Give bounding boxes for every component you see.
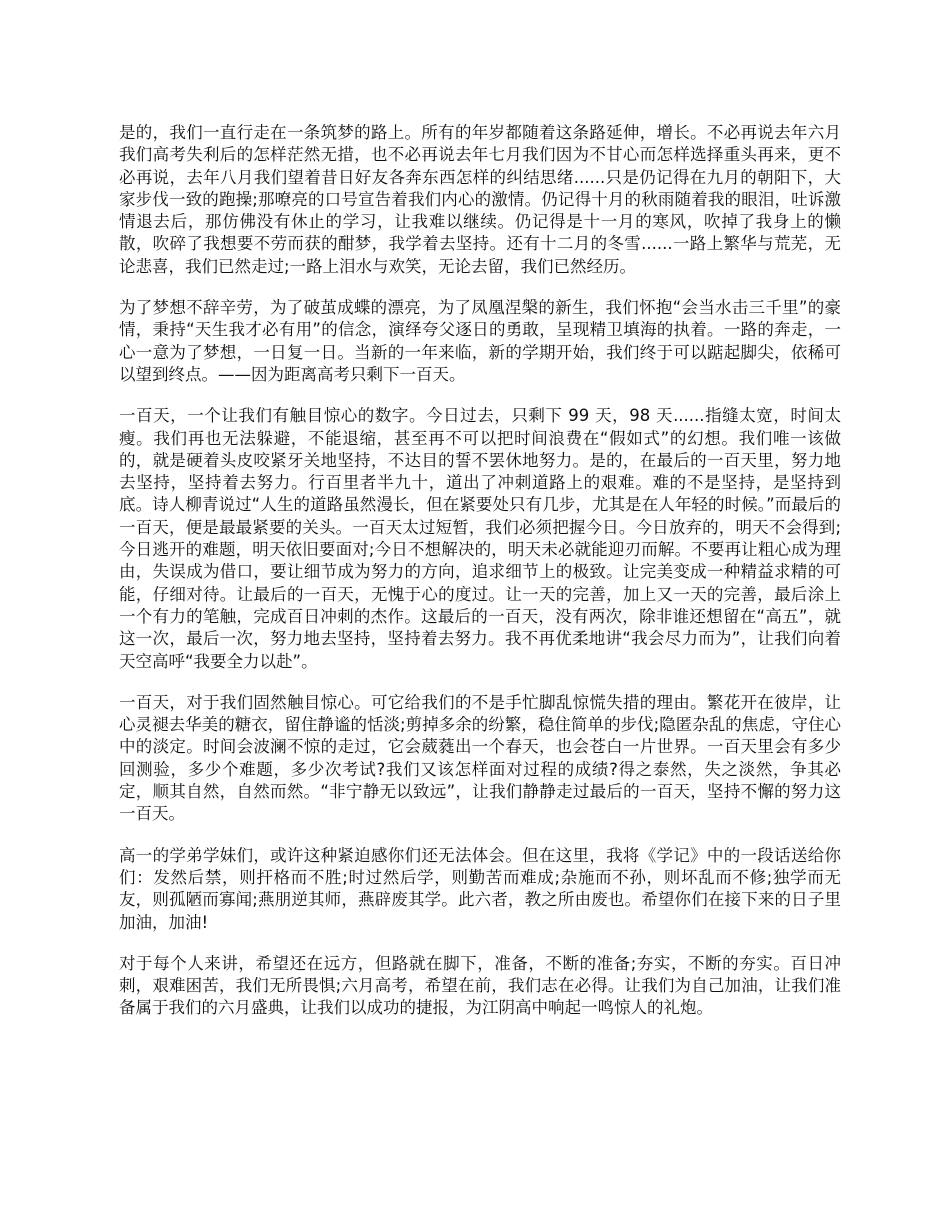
- paragraph-6: 对于每个人来讲，希望还在远方，但路就在脚下，准备，不断的准备;夯实，不断的夯实。百日冲刺，艰难困苦，我们无所畏惧;六月高考，希望在前，我们志在必得。让我们为自己加油，让我们准备属于我们的六月盛典，让我们以成功的捷报，为江阴高中响起一鸣惊人的礼炮。: [119, 953, 841, 1018]
- paragraph-1: 是的，我们一直行走在一条筑梦的路上。所有的年岁都随着这条路延伸，增长。不必再说去年六月我们高考失利后的怎样茫然无措，也不必再说去年七月我们因为不甘心而怎样选择重头再来，更不必再说，去年八月我们望着昔日好友各奔东西怎样的纠结思绪......只是仍记得在九月的朝阳下，大家步伐一致的跑操;那嘹亮的口号宣告着我们内心的激情。仍记得十月的秋雨随着我的眼泪，吐诉激情退去后，那仿佛没有休止的学习，让我难以继续。仍记得是十一月的寒风，吹掉了我身上的懒散，吹碎了我想要不劳而获的酣梦，我学着去坚持。还有十二月的冬雪......一路上繁华与荒芜，无论悲喜，我们已然走过;一路上泪水与欢笑，无论去留，我们已然经历。: [119, 123, 841, 276]
- paragraph-5: 高一的学弟学妹们，或许这种紧迫感你们还无法体会。但在这里，我将《学记》中的一段话送给你们：发然后禁，则扞格而不胜;时过然后学，则勤苦而难成;杂施而不孙，则坏乱而不修;独学而无友，则孤陋而寡闻;燕朋逆其师，燕辟废其学。此六者，教之所由废也。希望你们在接下来的日子里加油，加油!: [119, 845, 841, 932]
- paragraph-2: 为了梦想不辞辛劳，为了破茧成蝶的漂亮，为了凤凰涅槃的新生，我们怀抱“会当水击三千里”的豪情，秉持“天生我才必有用”的信念，演绎夸父逐日的勇敢，呈现精卫填海的执着。一路的奔走，一心一意为了梦想，一日复一日。当新的一年来临，新的学期开始，我们终于可以踮起脚尖，依稀可以望到终点。——因为距离高考只剩下一百天。: [119, 298, 841, 384]
- paragraph-3: 一百天，一个让我们有触目惊心的数字。今日过去，只剩下 99 天，98 天......指缝太宽，时间太瘦。我们再也无法躲避，不能退缩，甚至再不可以把时间浪费在“假如式”的幻想。我们唯一该做的，就是硬着头皮咬紧牙关地坚持，不达目的誓不罢休地努力。是的，在最后的一百天里，努力地去坚持，坚持着去努力。行百里者半九十，道出了冲刺道路上的艰难。难的不是坚持，是坚持到底。诗人柳青说过“人生的道路虽然漫长，但在紧要处只有几步，尤其是在人年轻的时候。”而最后的一百天，便是最最紧要的关头。一百天太过短暂，我们必须把握今日。今日放弃的，明天不会得到;今日逃开的难题，明天依旧要面对;今日不想解决的，明天未必就能迎刃而解。不要再让粗心成为理由，失误成为借口，要让细节成为努力的方向，追求细节上的极致。让完美变成一种精益求精的可能，仔细对待。让最后的一百天，无愧于心的度过。让一天的完善，加上又一天的完善，最后涂上一个有力的笔触，完成百日冲刺的杰作。这最后的一百天，没有两次，除非谁还想留在“高五”，就这一次，最后一次，努力地去坚持，坚持着去努力。我不再优柔地讲“我会尽力而为”，让我们向着天空高呼“我要全力以赴”。: [119, 406, 841, 671]
- paragraph-4: 一百天，对于我们固然触目惊心。可它给我们的不是手忙脚乱惊慌失措的理由。繁花开在彼岸，让心灵褪去华美的糖衣，留住静谧的恬淡;剪掉多余的纷繁，稳住简单的步伐;隐匿杂乱的焦虑，守住心中的淡定。时间会波澜不惊的走过，它会葳蕤出一个春天，也会苍白一片世界。一百天里会有多少回测验，多少个难题，多少次考试?我们又该怎样面对过程的成绩?得之泰然，失之淡然，争其必定，顺其自然，自然而然。“非宁静无以致远”，让我们静静走过最后的一百天，坚持不懈的努力这一百天。: [119, 692, 841, 824]
- document-body: [119, 122, 841, 1039]
